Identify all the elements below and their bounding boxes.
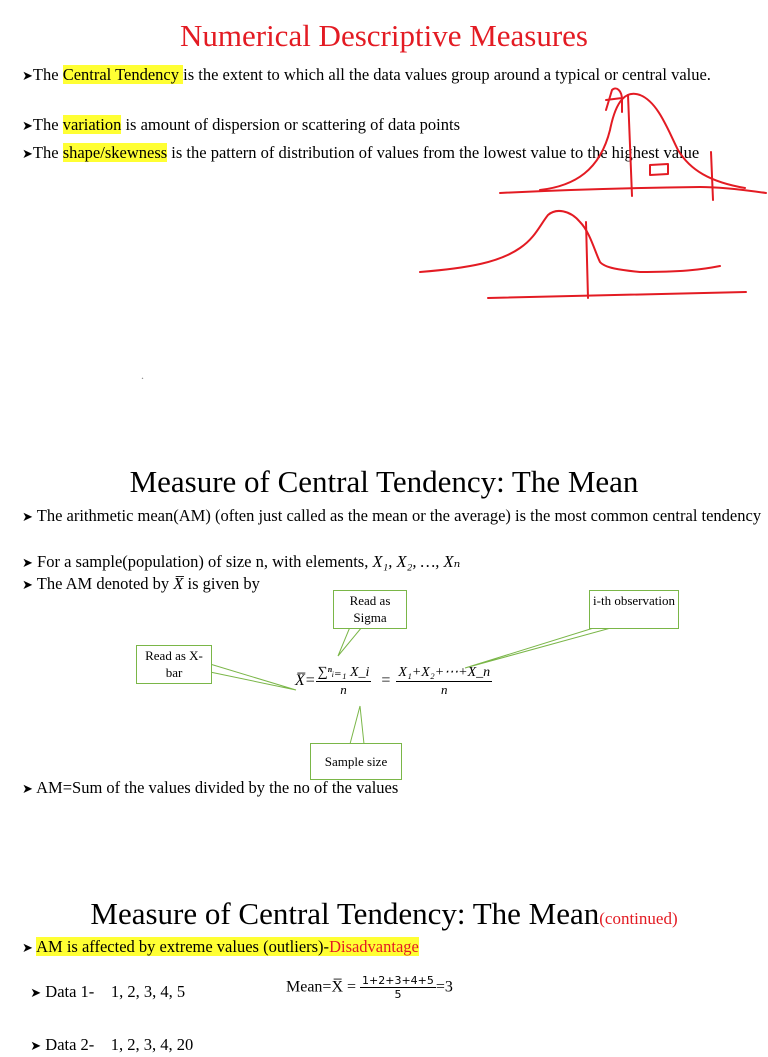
arrow-bullet-icon: ➤ bbox=[22, 510, 33, 525]
slide1-bullet-variation: ➤The variation is amount of dispersion or scattering of data points bbox=[22, 115, 460, 134]
arrow-bullet-icon: ➤ bbox=[22, 782, 33, 797]
disadvantage-label: Disadvantage bbox=[329, 937, 419, 956]
xbar-pointer bbox=[210, 664, 296, 690]
mean-formula bbox=[295, 664, 492, 698]
arrow-bullet-icon: ➤ bbox=[30, 986, 42, 1001]
ith-pointer bbox=[465, 626, 618, 668]
sigma-pointer bbox=[338, 627, 362, 656]
highlight-skewness: shape/skewness bbox=[62, 143, 168, 162]
arrow-bullet-icon: ➤ bbox=[22, 69, 33, 84]
callout-sample-size: Sample size bbox=[310, 743, 402, 780]
mean-example: Mean=X̅ = $\frac{1+2+3+4+5}{5}$ =3 bbox=[286, 974, 453, 1001]
title-continued: (continued) bbox=[599, 909, 678, 928]
slide2-title: Measure of Central Tendency: The Mean bbox=[129, 464, 639, 499]
arrow-bullet-icon: ➤ bbox=[22, 147, 33, 162]
elements-math: X₁, X₂, …, Xₙ bbox=[372, 552, 461, 571]
callout-ith-observation: i-th observation bbox=[589, 590, 679, 629]
highlight-variation: variation bbox=[62, 115, 122, 134]
arrow-bullet-icon: ➤ bbox=[30, 1039, 42, 1054]
highlight-outliers: AM is affected by extreme values (outliers)-Disadvantage bbox=[36, 937, 419, 956]
xbar-symbol: X̅ bbox=[173, 574, 184, 593]
arrow-bullet-icon: ➤ bbox=[22, 119, 33, 134]
callout-xbar: Read as X-bar bbox=[136, 645, 212, 684]
slide1-title: Numerical Descriptive Measures bbox=[179, 18, 588, 53]
slide3-bullet-data2-partial: ➤ Data 2- 1, 2, 3, 4, 20 bbox=[30, 1035, 194, 1054]
slide3-bullet-data1: ➤ Data 1- 1, 2, 3, 4, 5 bbox=[30, 982, 186, 1001]
highlight-central-tendency: Central Tendency bbox=[62, 65, 184, 84]
slide2-bullet-am-definition: ➤ The arithmetic mean(AM) (often just called as the mean or the average) is the most common central tendency bbox=[22, 506, 762, 525]
formula-fraction-sum: $\frac{\text{X₁+X₂+⋯+X\_n}}{n}$ bbox=[398, 665, 491, 697]
mean-example-fraction: $\frac{1+2+3+4+5}{5}$ bbox=[362, 974, 434, 1001]
slide1-bullet-central-tendency: ➤The Central Tendency is the extent to which all the data values group around a typical or central value. bbox=[22, 65, 711, 84]
sample-pointer bbox=[350, 706, 364, 744]
arrow-bullet-icon: ➤ bbox=[22, 578, 33, 593]
slide3-title: Measure of Central Tendency: The Mean(continued) bbox=[90, 896, 678, 931]
slide2-bullet-am-sum: ➤ AM=Sum of the values divided by the no of the values bbox=[22, 778, 399, 797]
stray-dot: . bbox=[141, 368, 144, 382]
slide2-bullet-am-denoted: ➤ The AM denoted by X̅ is given by bbox=[22, 574, 260, 593]
slide1-bullet-skewness: ➤The shape/skewness is the pattern of distribution of values from the lowest value to the highest value bbox=[22, 143, 700, 162]
callout-sigma: Read as Sigma bbox=[333, 590, 407, 629]
slide2-bullet-sample: ➤ For a sample(population) of size n, with elements, X₁, X₂, …, Xₙ bbox=[22, 552, 461, 571]
formula-lhs: X̅= bbox=[295, 672, 316, 689]
arrow-bullet-icon: ➤ bbox=[22, 941, 33, 956]
formula-equals: = bbox=[381, 672, 391, 689]
formula-fraction-sigma: $\frac{\text{∑ⁿᵢ₌₁ X\_i}}{n}$ bbox=[317, 665, 370, 697]
arrow-bullet-icon: ➤ bbox=[22, 556, 33, 571]
slide3-bullet-outliers bbox=[22, 936, 750, 959]
